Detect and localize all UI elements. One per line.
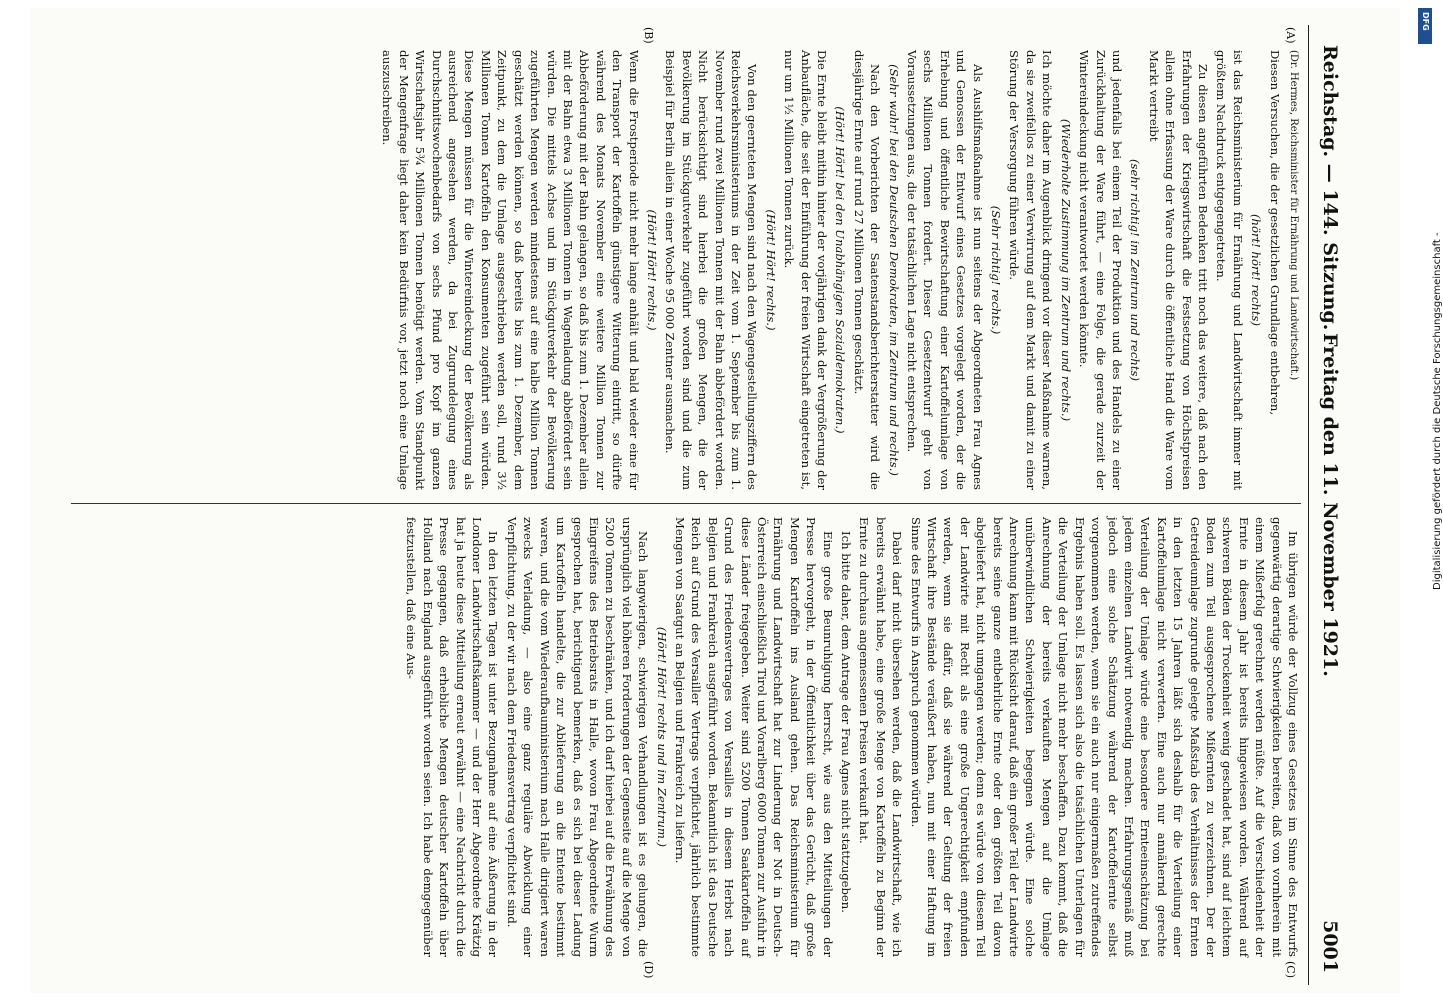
interjection: (Hört! Hört! rechts.) <box>644 209 659 331</box>
paragraph: Dabei darf nicht übersehen werden, daß die Landwirtschaft, wie ich bereits erwähnt habe, eine große Menge von Kartoffeln zu Beginn der Ernte zu durchaus angemessenen Preisen verkauft hat. <box>857 517 905 957</box>
paragraph: Ich bitte daher, dem Antrage der Frau Agnes nicht stattzugeben. <box>839 531 854 913</box>
paragraph: Die Ernte bleibt mithin hinter der vorjährigen dank der Vergrößerung der Anbaufläche, die seit der Einführung der freien Wirtschaft eingetreten ist, nur um 1½ Millionen Tonnen zurück. <box>782 50 830 490</box>
rotated-newspaper-page <box>35 25 1345 985</box>
speaker-line: (Dr. Hermes, Reichsminister für Ernährung und Landwirtschaft.) <box>1288 50 1299 381</box>
paragraph: und jedenfalls bei einem Teil der Produktion und des Handels zu einer Zurückhaltung der Ware führt, — eine Folge, die gerade zurzeit der Wintereindeckung nicht verantwortet werden könnte. <box>1077 50 1124 490</box>
header-page-number: 5001 <box>1319 920 1341 973</box>
paragraph: Nach langwierigen, schwierigen Verhandlungen ist es gelungen, die ursprünglich viel höheren Forderungen der Gegenseite auf die Menge von 5200 Tonnen zu beschränken, und ich darf hierbei auf die Erwähnung des Eingreifens des Betriebsrats in Halle, wovon Frau Abgeordnete Wurm gesprochen hat, berichtigend bemerken, daß es sich bei dieser Ladung um Kartoffeln handelte, die zur Ablieferung an die Entente bestimmt waren, und die vom Wiederaufbauministerium nach Halle dirigiert waren zwecks Verladung, — also eine ganz reguläre Abwicklung einer Verpflichtung, zu der wir nach dem Friedensvertrag verpflichtet sind. <box>504 517 651 957</box>
digitization-credit: Digitalisierung gefördert durch die Deutsche Forschungsgemeinschaft - <box>1432 232 1443 590</box>
column-divider <box>71 503 1301 504</box>
margin-mark-a: (A) <box>1284 27 1297 44</box>
paragraph: In den letzten Tagen ist unter Bezugnahme auf eine Äußerung in der Londoner Landwirtschaftskammer — und der Herr Abgeordnete Krätzig hat ja heute diese Mitteilung erneut erwähnt — eine Nachricht durch die Presse gegangen, daß erhebliche Mengen deutscher Kartoffeln über Holland nach England ausgeführt worden seien. Ich habe demgegenüber festzustellen, daß eine Aus- <box>404 517 501 957</box>
interjection: (Hört! Hört! bei den Unabhängigen Sozialdemokraten.) <box>833 106 848 434</box>
interjection: (sehr richtig! im Zentrum und rechts) <box>1128 158 1143 382</box>
paragraph: Eine große Beunruhigung herrscht, wie aus den Mitteilungen der Presse hervorgeht, in der Öffentlichkeit über das Gerücht, daß große Mengen Kartoffeln ins Ausland gehen. Das Reichsministerium für Ernährung und Landwirtschaft hat zur Linderung der Not in Deutsch-Österreich einschließlich Tirol und Vorarlberg 6000 Tonnen zur Ausfuhr in diese Länder freigegeben. Weiter sind 5200 Tonnen Saatkartoffeln auf Grund des Friedensvertrages von Versailles in diesem Herbst nach Belgien und Frankreich ausgeführt worden. Bekanntlich ist das Deutsche Reich auf Grund des Versailler Vertrags verpflichtet, jährlich bestimmte Mengen von Saatgut an Belgien und Frankreich zu liefern. <box>672 517 835 957</box>
paragraph: Im übrigen würde der Vollzug eines Gesetzes im Sinne des Entwurfs gegenwärtig derartige Schwierigkeiten bereiten, daß von vornherein mit einem Mißerfolg gerechnet werden müßte. Auf die Verschiedenheit der Ernte in diesem Jahr ist bereits hingewiesen worden. Während auf schweren Böden der Trockenheit wenig geschadet hat, sind auf leichtem Boden zum Teil ausgesprochene Mißernten zu verzeichnen. Der der Getreideumlage zugrunde gelegte Maßstab des Verhältnisses der Ernten in den letzten 15 Jahren läßt sich deshalb für die Verteilung einer Kartoffelumlage nicht verwerten. Eine auch nur annähernd gerechte Verteilung der Umlage würde eine besondere Ernteeinschätzung bei jedem einzelnen Landwirt notwendig machen. Erfahrungsgemäß muß jedoch eine solche Schätzung während der Kartoffelernte selbst vorgenommen werden, wenn sie ein auch nur einigermaßen zutreffendes Ergebnis haben soll. Es lassen sich also die tatsächlichen Unterlagen für die Verteilung der Umlage nicht mehr beschaffen. Dazu kommt, daß die Anrechnung der bereits verkauften Mengen auf die Umlage unüberwindlichen Schwierigkeiten begegnen würde. Eine solche Anrechnung kann mit Rücksicht darauf, daß ein großer Teil der Landwirte bereits seine ganze entbehrliche Ernte oder den größten Teil davon abgeliefert hat, nicht umgangen werden; denn es würde von diesem Teil der Landwirte mit Recht als eine große Ungerechtigkeit empfunden werden, wenn sie dafür, daß sie während der Geltung der freien Wirtschaft ihre Bestände veräußert haben, nun mit einer Haftung im Sinne des Entwurfs in Anspruch genommen würden. <box>908 517 1300 957</box>
margin-mark-b: (B) <box>642 27 655 44</box>
paragraph: ist das Reichsministerium für Ernährung und Landwirtschaft immer mit größtem Nachdruck entgegengetreten. <box>1214 50 1245 490</box>
interjection: (hört! hört! rechts) <box>1249 213 1264 326</box>
dfg-logo <box>1418 8 1432 44</box>
margin-mark-d: (D) <box>642 961 655 979</box>
interjection: (Sehr wahr! bei den Deutschen Demokraten, im Zentrum und rechts.) <box>886 64 901 476</box>
paragraph: Zu diesen angeführten Bedenken tritt noch das weitere, daß nach den Erfahrungen der Kriegswirtschaft die Festsetzung von Höchstpreisen allein ohne Erfassung der Ware durch die öffentliche Hand die Ware vom Markt vertreibt <box>1146 50 1210 490</box>
page-header <box>1311 25 1345 985</box>
interjection: (Hört! Hört! rechts.) <box>763 209 778 331</box>
dfg-logo-text: DFG <box>1421 12 1430 31</box>
interjection: (Sehr richtig! rechts.) <box>989 205 1004 335</box>
paragraph: Wenn die Frostperiode nicht mehr lange anhält und bald wieder eine für den Transport der Kartoffeln günstigere Witterung eintritt, so dürfte während des Monats November eine weitere Million Tonnen zur Abbeförderung mit der Bahn gelangen, so daß bis zum 1. Dezember allein mit der Bahn etwa 3 Millionen Tonnen in Wagenladung abbefördert sein würden. Die mittels Achse und im Stückgutverkehr der Bevölkerung zugeführten Mengen werden mindestens auf eine halbe Million Tonnen geschätzt werden können, so daß bereits bis zum 1. Dezember, dem Zeitpunkt, zu dem die Umlage ausgeschrieben werden soll, rund 3½ Millionen Tonnen Kartoffeln den Konsumenten zugeführt sein würden. Diese Mengen müssen für die Wintereindeckung der Bevölkerung als ausreichend angesehen werden, da bei Zugrundelegung eines Durchschnittswochenbedarfs von sechs Pfund pro Kopf im ganzen Wirtschaftsjahr 5¾ Millionen Tonnen benötigt werden. Vom Standpunkt der Mengenfrage liegt daher kein Bedürfnis vor, jetzt noch eine Umlage auszuschreiben. <box>380 50 641 490</box>
header-date: Freitag den 11. November 1921. <box>1319 333 1341 677</box>
left-column <box>377 50 1301 490</box>
interjection: (Wiederholte Zustimmung im Zentrum und rechts.) <box>1058 118 1073 422</box>
paragraph: Ich möchte daher im Augenblick dringend vor dieser Maßnahme warnen, da sie zweifellos zu einer Verwirrung auf dem Markt und damit zu einer Störung der Versorgung führen würde. <box>1007 50 1055 490</box>
paragraph: Von den geernteten Mengen sind nach den Wagengestellungsziffern des Reichsverkehrsministeriums in der Zeit vom 1. September bis zum 1. November rund zwei Millionen Tonnen mit der Bahn abbefördert worden. Nicht berücksichtigt sind hierbei die großen Mengen, die der Bevölkerung im Stückgutverkehr zugeführt worden sind und die zum Beispiel für Berlin allein in einer Woche 95 000 Zentner ausmachen. <box>663 50 760 490</box>
header-rule <box>1308 25 1309 985</box>
interjection: (Hört! Hört! rechts und im Zentrum.) <box>654 626 669 848</box>
paragraph: Diesen Versuchen, die der gesetzlichen Grundlage entbehren, <box>1267 50 1282 416</box>
margin-mark-c: (C) <box>1284 961 1297 978</box>
paragraph: Als Aushilfsmaßnahme ist nun seitens der Abgeordneten Frau Agnes und Genossen der Entwurf eines Gesetzes vorgelegt worden, der die Erhebung und öffentliche Bewirtschaftung einer Kartoffelumlage von sechs Millionen Tonnen fordert. Dieser Gesetzentwurf geht von Voraussetzungen aus, die der tatsächlichen Lage nicht entsprechen. <box>905 50 985 490</box>
right-column <box>401 517 1301 957</box>
header-session: Reichstag. — 144. Sitzung. <box>1319 45 1341 331</box>
paragraph: Nach den Vorberichten der Saatenstandsberichterstatter wird die diesjährige Ernte auf rund 27 Millionen Tonnen geschätzt. <box>851 50 883 490</box>
